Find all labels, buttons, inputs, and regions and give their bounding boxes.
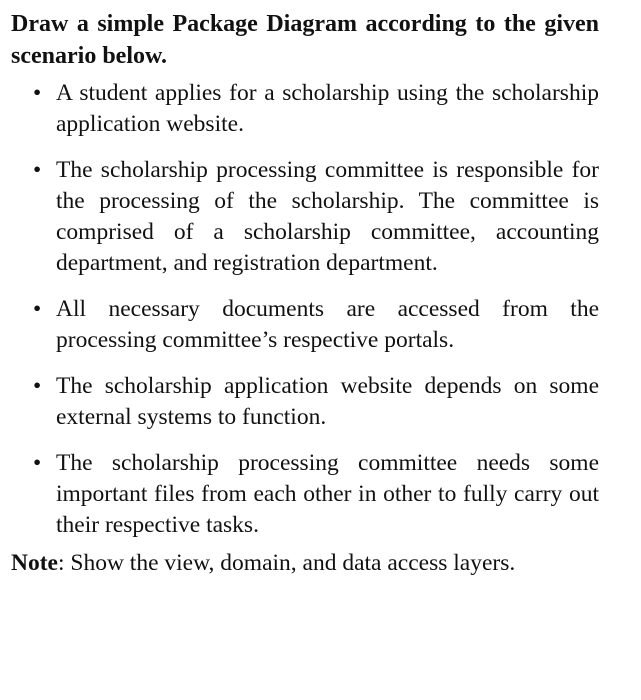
- scenario-item-student-applies: [11, 78, 599, 140]
- scenario-item-documents-access: [11, 294, 599, 356]
- note-label: Note: [11, 550, 58, 576]
- scenario-text: A student applies for a scholarship using the scholarship application website.: [56, 80, 599, 137]
- bullet-icon: •: [33, 80, 42, 106]
- scenario-text: The scholarship application website depends on some external systems to function.: [56, 373, 599, 430]
- scenario-text: The scholarship processing committee needs some important files from each other in other to fully carry out their respective tasks.: [56, 450, 599, 538]
- scenario-item-file-sharing: [11, 448, 599, 541]
- scenario-text: The scholarship processing committee is responsible for the processing of the scholarship. The committee is comprised of a scholarship committee, accounting department, and registration department.: [56, 157, 599, 276]
- question-title: Draw a simple Package Diagram according to the given scenario below.: [11, 11, 599, 69]
- scenario-item-external-systems: [11, 371, 599, 433]
- scenario-text: All necessary documents are accessed from the processing committee’s respective portals.: [56, 296, 599, 353]
- document-body: [11, 8, 599, 579]
- bullet-icon: •: [33, 296, 42, 322]
- scenario-item-processing-committee: [11, 155, 599, 279]
- bullet-icon: •: [33, 157, 42, 183]
- note-line: [11, 548, 599, 579]
- scenario-list: [11, 78, 599, 541]
- bullet-icon: •: [33, 373, 42, 399]
- bullet-icon: •: [33, 450, 42, 476]
- note-text: : Show the view, domain, and data access layers.: [57, 550, 516, 576]
